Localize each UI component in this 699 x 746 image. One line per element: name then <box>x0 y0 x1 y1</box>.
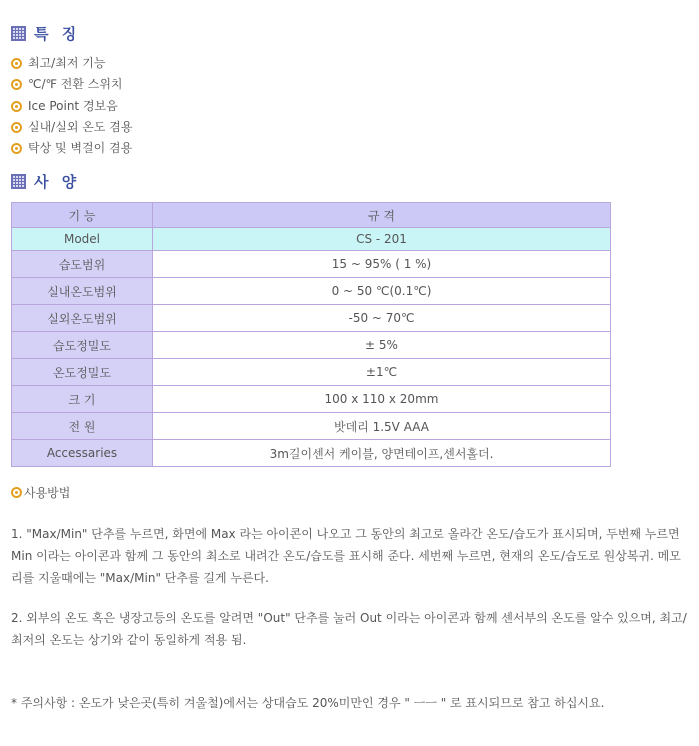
usage-title: 사용방법 <box>24 486 71 500</box>
row-value: 100 x 110 x 20mm <box>153 386 611 413</box>
row-value: 0 ~ 50 ℃(0.1℃) <box>153 278 611 305</box>
row-label: 크 기 <box>12 386 153 413</box>
list-item <box>11 74 132 95</box>
circle-bullet-icon <box>11 58 22 69</box>
row-value: ± 5% <box>153 332 611 359</box>
row-label: 습도정밀도 <box>12 332 153 359</box>
row-value: 15 ~ 95% ( 1 %) <box>153 251 611 278</box>
feature-text: 최고/최저 기능 <box>28 56 106 70</box>
features-heading <box>11 23 80 44</box>
table-row <box>12 332 611 359</box>
usage-paragraph-2: 2. 외부의 온도 혹은 냉장고등의 온도를 알려면 "Out" 단추를 눌러 Out 이라는 아이콘과 함께 센서부의 온도를 알수 있으며, 최고/최저의 온도는 상기와 같이 동일하게 적용 됨. <box>11 611 687 647</box>
table-row <box>12 413 611 440</box>
row-label: 온도정밀도 <box>12 359 153 386</box>
row-value: -50 ~ 70℃ <box>153 305 611 332</box>
table-row <box>12 278 611 305</box>
table-row <box>12 359 611 386</box>
feature-text: ℃/℉ 전환 스위치 <box>28 77 123 92</box>
row-label: 전 원 <box>12 413 153 440</box>
row-value: ±1℃ <box>153 359 611 386</box>
circle-bullet-icon <box>11 487 22 498</box>
feature-text: 실내/실외 온도 겸용 <box>28 119 133 134</box>
circle-bullet-icon <box>11 143 22 154</box>
feature-text: 탁상 및 벽걸이 겸용 <box>28 141 133 156</box>
header-value-cell: 규 격 <box>153 203 611 228</box>
table-row <box>12 228 611 251</box>
row-label: 실내온도범위 <box>12 278 153 305</box>
circle-bullet-icon <box>11 101 22 112</box>
usage-heading <box>11 484 70 501</box>
table-header-row <box>12 203 611 228</box>
feature-text: Ice Point 경보음 <box>28 98 118 113</box>
row-label: 실외온도범위 <box>12 305 153 332</box>
usage-note: * 주의사항 : 온도가 낮은곳(특히 겨울철)에서는 상대습도 20%미만인 경우 " ㅡㅡ " 로 표시되므로 참고 하십시요. <box>11 696 605 710</box>
row-value: 밧데리 1.5V AAA <box>153 413 611 440</box>
spec-title: 사 양 <box>34 173 81 191</box>
table-row <box>12 440 611 467</box>
row-label: Model <box>12 228 153 251</box>
spec-table <box>11 202 611 467</box>
circle-bullet-icon <box>11 79 22 90</box>
list-item <box>11 96 132 117</box>
usage-paragraph-1: 1. "Max/Min" 단추를 누르면, 화면에 Max 라는 아이콘이 나오고 그 동안의 최고로 올라간 온도/습도가 표시되며, 두번째 누르면 Min 이라는 아이콘과 함께 그 동안의 최소로 내려간 온도/습도를 표시해 준다. 세번째 누르면, 현재의 온도/습도로 원상복귀. 메모리를 지울때에는 "Max/Min" 단추를 길게 누른다. <box>11 527 681 585</box>
features-title: 특 징 <box>34 25 81 43</box>
table-row <box>12 305 611 332</box>
circle-bullet-icon <box>11 122 22 133</box>
spec-heading <box>11 171 80 192</box>
list-item <box>11 138 132 159</box>
row-value: 3m길이센서 케이블, 양면테이프,센서홀더. <box>153 440 611 467</box>
row-label: Accessaries <box>12 440 153 467</box>
row-label: 습도범위 <box>12 251 153 278</box>
features-list <box>11 53 132 159</box>
row-value: CS - 201 <box>153 228 611 251</box>
header-label-cell: 기 능 <box>12 203 153 228</box>
grid-icon <box>11 26 26 41</box>
grid-icon <box>11 174 26 189</box>
list-item <box>11 53 132 74</box>
table-row <box>12 251 611 278</box>
list-item <box>11 117 132 138</box>
table-row <box>12 386 611 413</box>
